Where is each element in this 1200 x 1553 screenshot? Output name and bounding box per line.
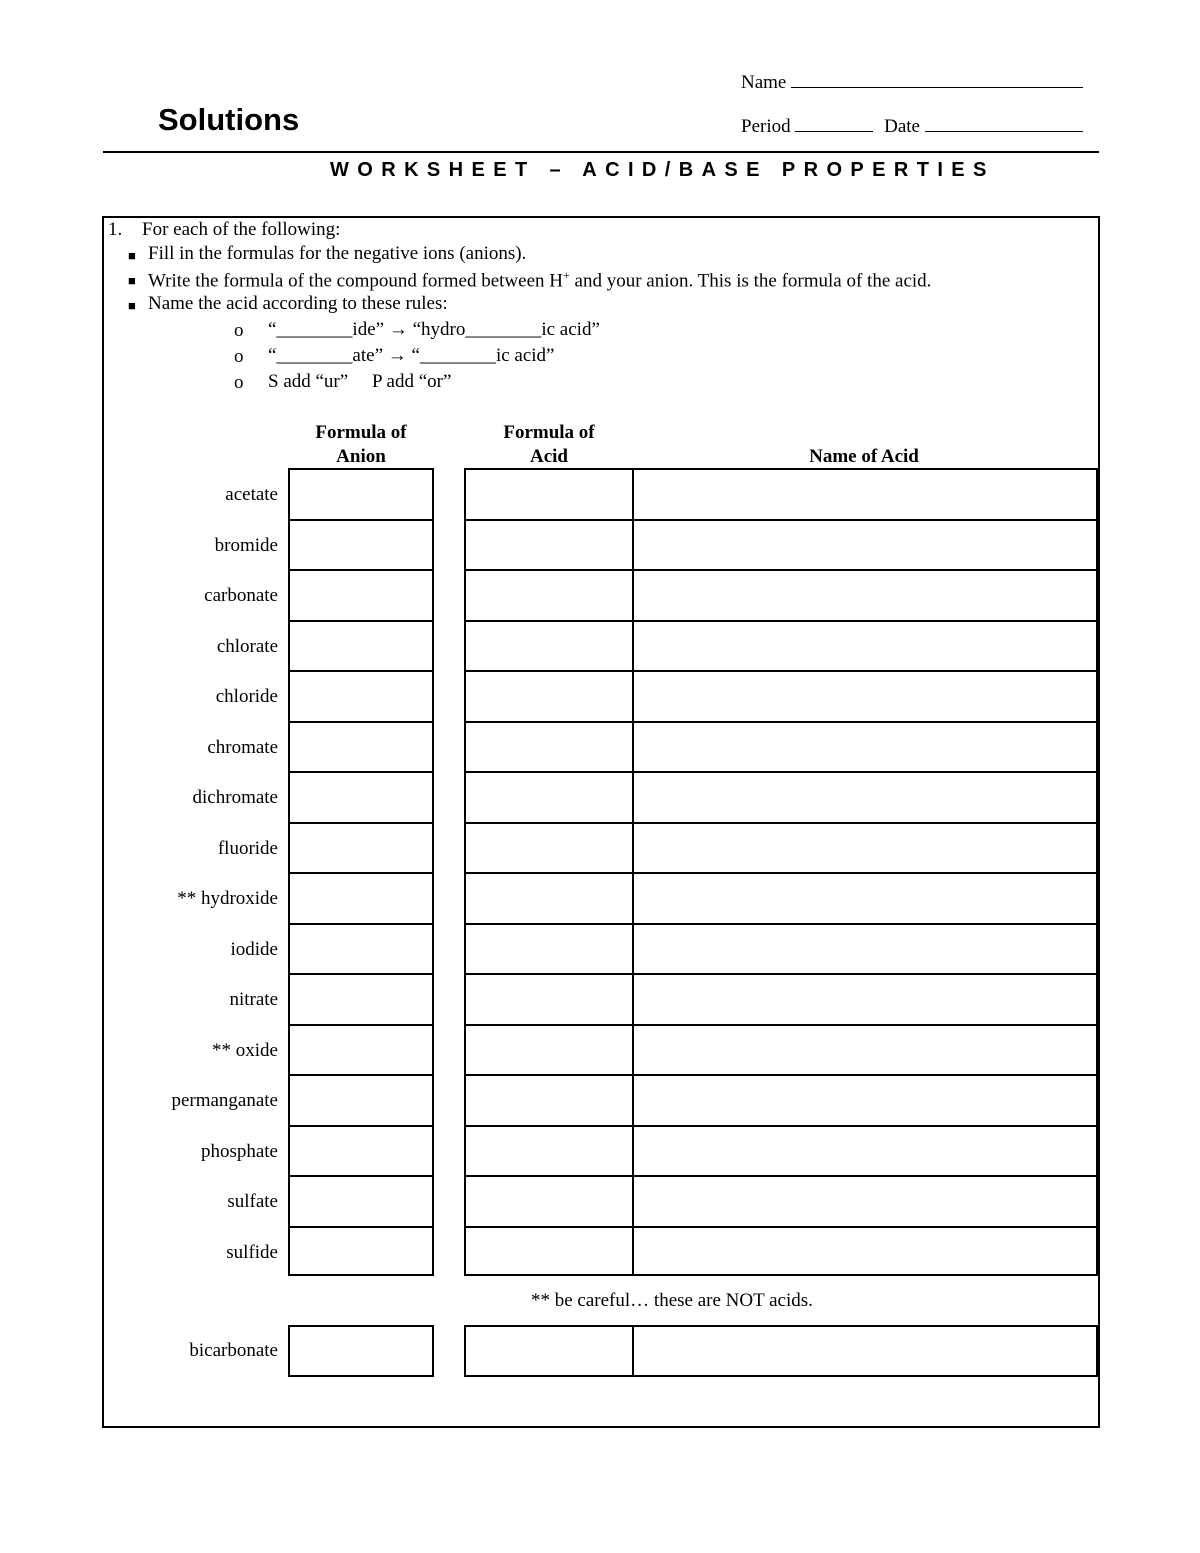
name-field[interactable] [741, 72, 1083, 94]
col-header-acid-name: Name of Acid [809, 446, 919, 467]
brand-title: Solutions [158, 102, 300, 137]
row-divider [466, 519, 1096, 521]
row-label: sulfate [227, 1191, 278, 1212]
row-divider [290, 1175, 432, 1177]
row-label: chromate [207, 736, 278, 758]
row-divider [466, 923, 1096, 925]
row-divider [466, 620, 1096, 622]
col-header-anion: Formula of Anion [315, 422, 407, 467]
row-label: fluoride [217, 837, 278, 859]
bullet-icon: ■ [128, 273, 136, 288]
row-label: bromide [214, 534, 278, 556]
row-label: chloride [215, 686, 278, 707]
row-divider [466, 1125, 1096, 1127]
instruction-bullet-3: Name the acid according to these rules: [148, 293, 448, 314]
row-divider [290, 1024, 432, 1026]
row-divider [290, 721, 432, 723]
period-date-field[interactable] [741, 116, 1083, 138]
row-divider [290, 872, 432, 874]
row-label: permanganate [171, 1090, 278, 1111]
row-label: phosphate [200, 1140, 278, 1162]
careful-note: ** be careful… these are NOT acids. [531, 1290, 813, 1311]
row-divider [466, 771, 1096, 773]
row-divider [466, 569, 1096, 571]
rule-s-p: S add “ur” P add “or” [268, 371, 452, 392]
instruction-bullet-1: Fill in the formulas for the negative ions (anions). [148, 243, 527, 264]
row-divider [466, 721, 1096, 723]
col-header-acid-formula: Formula of Acid [503, 422, 595, 467]
period-label: Period [741, 116, 791, 137]
row-label-bicarbonate: bicarbonate [189, 1340, 278, 1361]
row-label: acetate [225, 484, 278, 505]
row-divider [466, 1226, 1096, 1228]
instruction-bullet-2: Write the formula of the compound formed between H+ and your anion. This is the formula of the acid. [148, 268, 932, 292]
row-divider [290, 771, 432, 773]
row-divider [290, 822, 432, 824]
rule-marker: o [234, 372, 244, 393]
rule-marker: o [234, 320, 244, 341]
date-label: Date [884, 116, 920, 137]
bullet-icon: ■ [128, 298, 136, 313]
row-label: ** hydroxide [177, 888, 278, 909]
name-line [791, 86, 1083, 88]
question-intro: For each of the following: [142, 219, 341, 240]
row-label: iodide [230, 938, 278, 960]
row-label: nitrate [229, 989, 278, 1010]
row-divider [290, 973, 432, 975]
header-rule [103, 151, 1099, 153]
row-divider [466, 1175, 1096, 1177]
row-label: sulfide [226, 1241, 278, 1263]
row-divider [290, 569, 432, 571]
row-divider [290, 1074, 432, 1076]
bullet-icon: ■ [128, 248, 136, 263]
row-divider [466, 1024, 1096, 1026]
date-line [925, 130, 1083, 132]
rule-marker: o [234, 346, 244, 367]
name-label: Name [741, 72, 787, 93]
row-divider [290, 670, 432, 672]
period-line [795, 130, 873, 132]
acid-table [464, 468, 1098, 1276]
rule-ate: “________ate” → “________ic acid” [268, 345, 555, 366]
anion-formula-column [288, 468, 434, 1276]
row-divider [466, 872, 1096, 874]
row-label: dichromate [192, 787, 278, 808]
row-label: carbonate [204, 585, 278, 606]
question-number: 1. [108, 219, 123, 240]
bicarbonate-anion-cell[interactable] [288, 1325, 434, 1377]
column-divider [632, 1327, 634, 1375]
row-divider [466, 1074, 1096, 1076]
rule-ide: “________ide” → “hydro________ic acid” [268, 319, 600, 340]
row-label: chlorate [216, 635, 278, 657]
bicarbonate-acid-cells [464, 1325, 1098, 1377]
row-label: ** oxide [212, 1039, 278, 1061]
row-divider [466, 670, 1096, 672]
row-divider [290, 923, 432, 925]
worksheet-title: WORKSHEET – ACID/BASE PROPERTIES [330, 159, 995, 181]
row-divider [466, 973, 1096, 975]
row-divider [290, 1226, 432, 1228]
row-divider [290, 620, 432, 622]
row-divider [290, 1125, 432, 1127]
row-divider [466, 822, 1096, 824]
row-divider [290, 519, 432, 521]
